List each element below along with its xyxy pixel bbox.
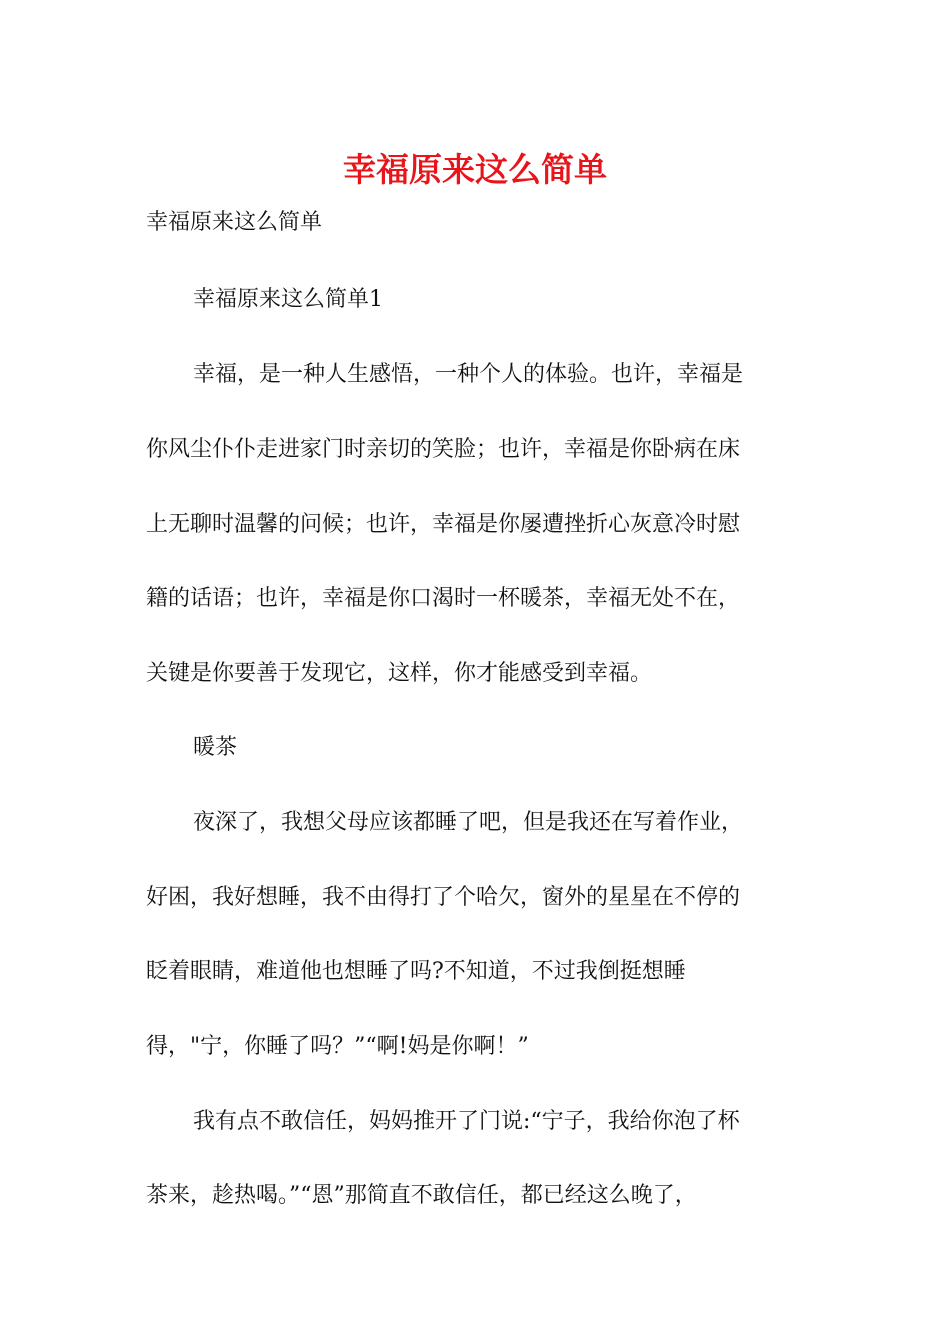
paragraph1-line: 幸福，是一种人生感悟，一种个人的体验。也许，幸福是 — [193, 362, 744, 387]
paragraph1-line: 籍的话语；也许，幸福是你口渴时一杯暖茶，幸福无处不在， — [146, 586, 741, 611]
document-title: 幸福原来这么简单 — [343, 150, 607, 189]
paragraph2-line: 眨着眼睛，难道他也想睡了吗?不知道，不过我倒挺想睡 — [146, 959, 686, 984]
paragraph1-line: 上无聊时温馨的问候；也许，幸福是你屡遭挫折心灰意冷时慰 — [146, 512, 741, 537]
essay-title: 暖茶 — [193, 735, 238, 760]
paragraph2-line: 好困，我好想睡，我不由得打了个哈欠，窗外的星星在不停的 — [146, 885, 741, 910]
paragraph1-line: 你风尘仆仆走进家门时亲切的笑脸；也许，幸福是你卧病在床 — [146, 437, 741, 462]
paragraph2-line: 得，"宁，你睡了吗？”“啊!妈是你啊！” — [146, 1034, 529, 1059]
paragraph3-line: 我有点不敢信任，妈妈推开了门说:“宁子，我给你泡了杯 — [193, 1109, 740, 1134]
paragraph3-line: 茶来，趁热喝。”“恩”那简直不敢信任，都已经这么晚了， — [146, 1183, 697, 1208]
document-subtitle: 幸福原来这么简单 — [146, 210, 323, 235]
paragraph2-line: 夜深了，我想父母应该都睡了吧，但是我还在写着作业， — [193, 810, 744, 835]
paragraph1-line: 关键是你要善于发现它，这样，你才能感受到幸福。 — [146, 661, 653, 686]
section-heading: 幸福原来这么简单1 — [193, 287, 383, 312]
